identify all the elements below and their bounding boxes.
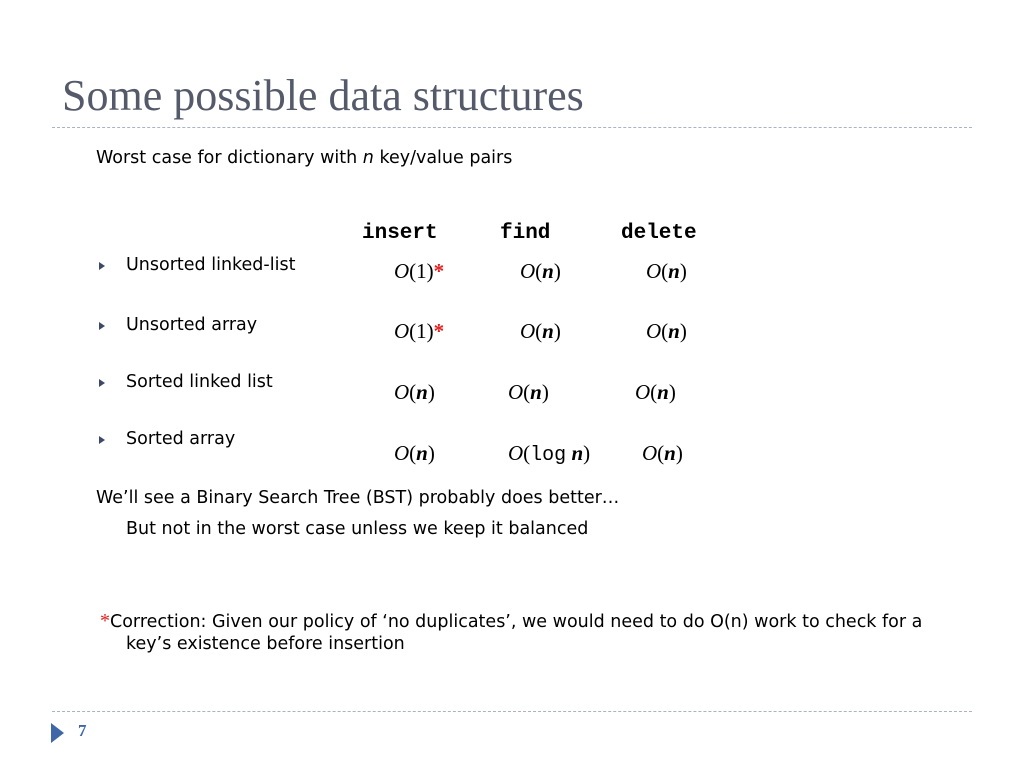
complexity-arg: n bbox=[668, 319, 680, 343]
row1-delete-complexity bbox=[646, 259, 687, 284]
row-label-unsorted-linked-list: Unsorted linked-list bbox=[126, 255, 296, 275]
paren: ) bbox=[679, 319, 687, 343]
paren: ) bbox=[553, 319, 561, 343]
row1-find-complexity bbox=[520, 259, 561, 284]
row4-delete-complexity bbox=[642, 441, 683, 466]
big-o: O bbox=[642, 441, 658, 465]
row2-find-complexity bbox=[520, 319, 561, 344]
bst-subnote: But not in the worst case unless we keep it balanced bbox=[126, 519, 589, 539]
big-o: O bbox=[394, 380, 410, 404]
paren: ( bbox=[523, 441, 531, 465]
triangle-bullet-icon bbox=[99, 436, 105, 444]
paren: ( bbox=[657, 441, 665, 465]
paren: ) bbox=[426, 259, 434, 283]
paren: ) bbox=[679, 259, 687, 283]
row-label-sorted-array: Sorted array bbox=[126, 429, 236, 449]
correction-star: * bbox=[433, 319, 445, 343]
paren: ( bbox=[409, 319, 417, 343]
complexity-arg: n bbox=[657, 380, 669, 404]
log-function: log bbox=[530, 444, 567, 467]
paren: ( bbox=[409, 380, 417, 404]
column-header-insert: insert bbox=[362, 222, 438, 245]
paren: ) bbox=[675, 441, 683, 465]
row-label-unsorted-array: Unsorted array bbox=[126, 315, 258, 335]
big-o: O bbox=[394, 441, 410, 465]
paren: ( bbox=[535, 259, 543, 283]
row4-insert-complexity bbox=[394, 441, 435, 466]
complexity-arg: 1 bbox=[416, 259, 427, 283]
complexity-arg: n bbox=[542, 319, 554, 343]
complexity-arg: n bbox=[416, 441, 428, 465]
subtitle-variable: n bbox=[362, 148, 374, 168]
column-header-delete: delete bbox=[621, 222, 697, 245]
complexity-arg: n bbox=[668, 259, 680, 283]
big-o: O bbox=[394, 319, 410, 343]
row3-find-complexity bbox=[508, 380, 549, 405]
slide-number: 7 bbox=[78, 721, 87, 740]
big-o: O bbox=[394, 259, 410, 283]
big-o: O bbox=[635, 380, 651, 404]
paren: ( bbox=[661, 259, 669, 283]
complexity-arg: n bbox=[530, 380, 542, 404]
paren: ) bbox=[553, 259, 561, 283]
paren: ) bbox=[426, 319, 434, 343]
paren: ( bbox=[650, 380, 658, 404]
slide-subtitle bbox=[96, 148, 512, 168]
paren: ) bbox=[427, 441, 435, 465]
footer-divider bbox=[52, 711, 972, 712]
subtitle-before: Worst case for dictionary with bbox=[96, 148, 363, 168]
big-o: O bbox=[520, 259, 536, 283]
paren: ( bbox=[523, 380, 531, 404]
correction-note bbox=[100, 610, 926, 655]
paren: ( bbox=[409, 441, 417, 465]
row1-insert-complexity bbox=[394, 259, 444, 284]
triangle-bullet-icon bbox=[99, 262, 105, 270]
row3-insert-complexity bbox=[394, 380, 435, 405]
big-o: O bbox=[646, 259, 662, 283]
subtitle-after: key/value pairs bbox=[373, 148, 513, 168]
row4-find-complexity bbox=[508, 441, 590, 467]
complexity-arg: n bbox=[542, 259, 554, 283]
big-o: O bbox=[646, 319, 662, 343]
triangle-bullet-icon bbox=[99, 379, 105, 387]
row2-delete-complexity bbox=[646, 319, 687, 344]
complexity-arg: n bbox=[571, 441, 584, 465]
row-label-sorted-linked-list: Sorted linked list bbox=[126, 372, 273, 392]
title-divider bbox=[52, 127, 972, 128]
paren: ) bbox=[427, 380, 435, 404]
correction-text: Correction: Given our policy of ‘no duplicates’, we would need to do O(n) work to check for a key’s existence before insertion bbox=[110, 612, 923, 654]
big-o: O bbox=[520, 319, 536, 343]
row2-insert-complexity bbox=[394, 319, 444, 344]
triangle-arrow-icon bbox=[51, 723, 64, 743]
paren: ( bbox=[535, 319, 543, 343]
paren: ) bbox=[668, 380, 676, 404]
paren: ) bbox=[541, 380, 549, 404]
big-o: O bbox=[508, 441, 524, 465]
triangle-bullet-icon bbox=[99, 322, 105, 330]
complexity-arg: n bbox=[416, 380, 428, 404]
big-o: O bbox=[508, 380, 524, 404]
complexity-arg: n bbox=[664, 441, 676, 465]
correction-star: * bbox=[100, 610, 110, 632]
paren: ) bbox=[583, 441, 591, 465]
correction-star: * bbox=[433, 259, 445, 283]
slide-title: Some possible data structures bbox=[62, 71, 584, 120]
row3-delete-complexity bbox=[635, 380, 676, 405]
paren: ( bbox=[409, 259, 417, 283]
column-header-find: find bbox=[500, 222, 551, 245]
paren: ( bbox=[661, 319, 669, 343]
complexity-arg: 1 bbox=[416, 319, 427, 343]
bst-note: We’ll see a Binary Search Tree (BST) probably does better… bbox=[96, 488, 620, 508]
